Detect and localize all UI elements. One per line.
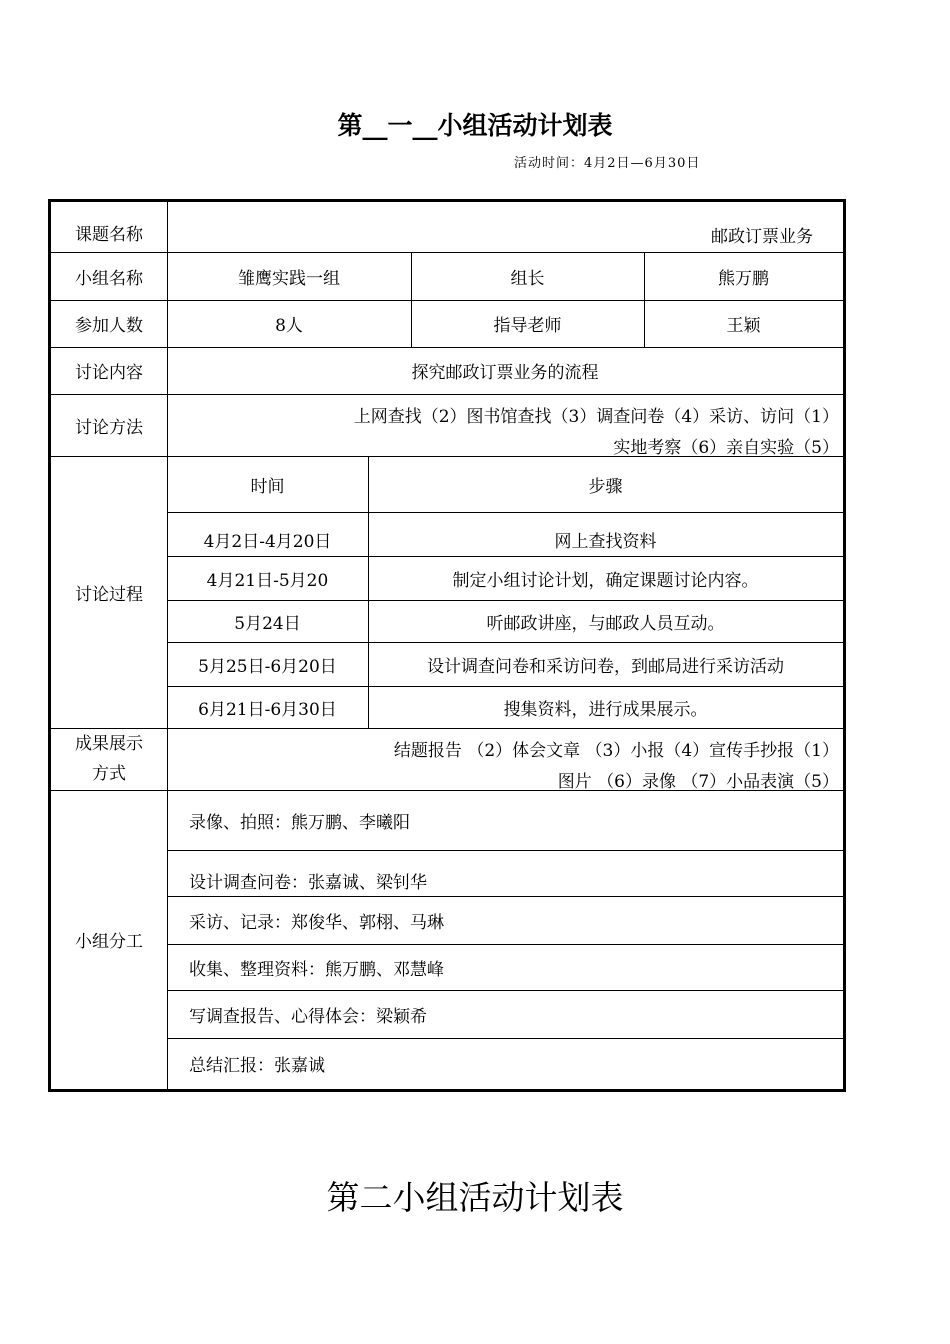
process-time: 5月24日 <box>234 613 301 634</box>
division-item: 总结汇报：张嘉诚 <box>189 1056 325 1076</box>
results-line-1: 结题报告 （2）体会文章 （3）小报（4）宣传手抄报（1） <box>393 741 839 761</box>
process-step: 制定小组讨论计划，确定课题讨论内容。 <box>452 570 759 591</box>
activity-time: 活动时间：4月2日—6月30日 <box>514 156 701 171</box>
process-step: 设计调查问卷和采访问卷，到邮局进行采访活动 <box>427 656 784 677</box>
group-label: 小组名称 <box>75 268 143 289</box>
teacher-value: 王颖 <box>726 316 761 336</box>
process-time: 5月25日-6月20日 <box>198 656 337 677</box>
teacher-label: 指导老师 <box>493 316 562 336</box>
leader-label: 组长 <box>510 268 545 289</box>
time-header: 时间 <box>250 476 285 497</box>
results-label-line-1: 成果展示 <box>75 734 143 754</box>
divider <box>51 728 843 729</box>
topic-value: 邮政订票业务 <box>711 227 813 247</box>
page-title: 第__一__小组活动计划表 <box>337 111 613 140</box>
method-line-2: 实地考察（6）亲自实验（5） <box>613 438 839 458</box>
topic-label: 课题名称 <box>75 224 143 245</box>
content-label: 讨论内容 <box>75 363 143 383</box>
process-step: 听邮政讲座，与邮政人员互动。 <box>486 613 725 634</box>
divider <box>51 394 843 395</box>
leader-value: 熊万鹏 <box>718 268 769 289</box>
process-label: 讨论过程 <box>75 584 143 605</box>
method-line-1: 上网查找（2）图书馆查找（3）调查问卷（4）采访、访问（1） <box>353 407 839 427</box>
division-label: 小组分工 <box>75 932 143 952</box>
results-line-2: 图片 （6）录像 （7）小品表演（5） <box>557 772 839 792</box>
process-step: 搜集资料，进行成果展示。 <box>503 699 708 720</box>
results-label-line-2: 方式 <box>92 764 126 784</box>
process-time: 4月21日-5月20 <box>206 570 329 591</box>
group-value: 雏鹰实践一组 <box>238 268 340 289</box>
content-value: 探究邮政订票业务的流程 <box>411 363 599 383</box>
division-item: 设计调查问卷：张嘉诚、梁钊华 <box>189 872 427 893</box>
plan-table <box>48 199 846 1092</box>
process-time: 4月2日-4月20日 <box>203 531 332 552</box>
process-step: 网上查找资料 <box>554 531 657 552</box>
division-item: 写调查报告、心得体会：梁颖希 <box>189 1006 427 1027</box>
members-value: 8人 <box>275 316 303 336</box>
division-item: 采访、记录：郑俊华、郭栩、马琳 <box>189 912 444 933</box>
step-header: 步骤 <box>588 476 623 497</box>
results-label <box>51 728 167 790</box>
method-label: 讨论方法 <box>75 417 143 438</box>
division-item: 收集、整理资料：熊万鹏、邓慧峰 <box>189 959 444 980</box>
process-time: 6月21日-6月30日 <box>198 699 337 720</box>
members-label: 参加人数 <box>75 316 143 336</box>
second-title: 第二小组活动计划表 <box>326 1178 624 1217</box>
division-item: 录像、拍照：熊万鹏、李曦阳 <box>189 812 410 833</box>
